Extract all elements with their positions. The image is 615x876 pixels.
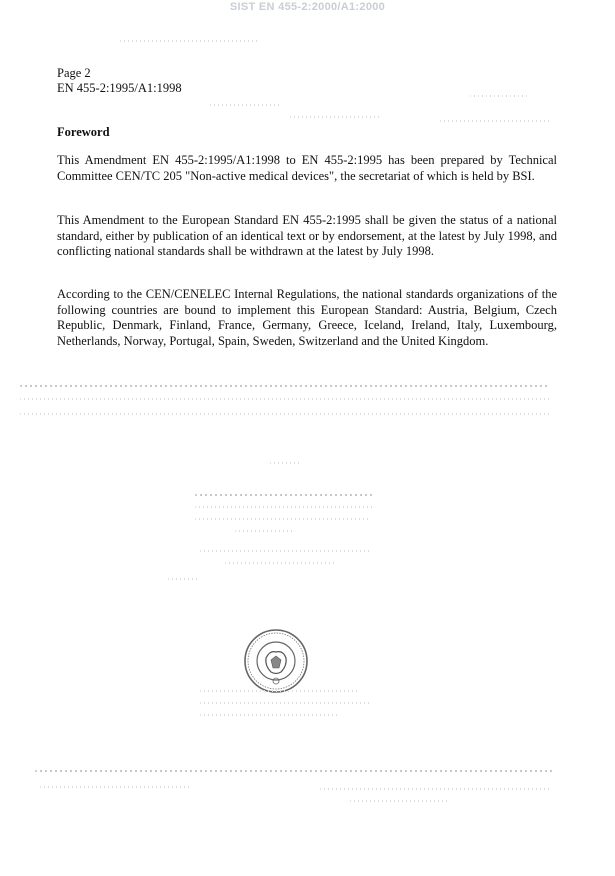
scan-noise bbox=[200, 550, 370, 552]
page-number: Page 2 bbox=[57, 66, 91, 80]
scan-noise bbox=[350, 800, 450, 802]
scan-noise bbox=[225, 562, 335, 564]
scan-noise bbox=[195, 518, 370, 520]
scan-noise bbox=[290, 116, 380, 118]
scan-noise bbox=[195, 506, 375, 508]
scan-noise bbox=[168, 578, 198, 580]
official-seal-icon bbox=[243, 628, 309, 694]
scan-noise bbox=[210, 104, 280, 106]
scan-noise bbox=[270, 462, 300, 464]
scan-noise bbox=[195, 494, 375, 496]
scan-noise bbox=[20, 398, 550, 400]
scan-noise bbox=[35, 770, 555, 772]
scan-noise bbox=[200, 702, 370, 704]
scan-noise bbox=[40, 786, 190, 788]
page-header bbox=[57, 66, 182, 96]
foreword-paragraph-1: This Amendment EN 455-2:1995/A1:1998 to EN 455-2:1995 has been prepared by Technical Committee CEN/TC 205 "Non-active medical devices", the secretariat of which is held by BSI. bbox=[57, 153, 557, 183]
scan-noise bbox=[440, 120, 550, 122]
scan-noise bbox=[235, 530, 295, 532]
scan-noise bbox=[20, 413, 550, 415]
scan-noise bbox=[20, 385, 550, 387]
foreword-paragraph-2: This Amendment to the European Standard EN 455-2:1995 shall be given the status of a national standard, either by publication of an identical text or by endorsement, at the latest by July 1998, and conflicting national standards shall be withdrawn at the latest by July 1998. bbox=[57, 213, 557, 259]
scan-noise bbox=[200, 714, 340, 716]
scan-noise bbox=[320, 788, 550, 790]
foreword-paragraph-3: According to the CEN/CENELEC Internal Regulations, the national standards organizations of the following countries are bound to implement this European Standard: Austria, Belgium, Czech Republic, Denmark, Finland, France, Germany, Greece, Iceland, Ireland, Italy, Luxembourg, Netherlands, Norway, Portugal, Spain, Sweden, Switzerland and the United Kingdom. bbox=[57, 287, 557, 348]
scan-noise bbox=[470, 95, 530, 97]
scan-noise bbox=[200, 690, 360, 692]
foreword-heading: Foreword bbox=[57, 125, 110, 139]
document-reference: EN 455-2:1995/A1:1998 bbox=[57, 81, 182, 95]
watermark: SIST EN 455-2:2000/A1:2000 bbox=[229, 1, 386, 13]
scan-noise bbox=[120, 40, 260, 42]
